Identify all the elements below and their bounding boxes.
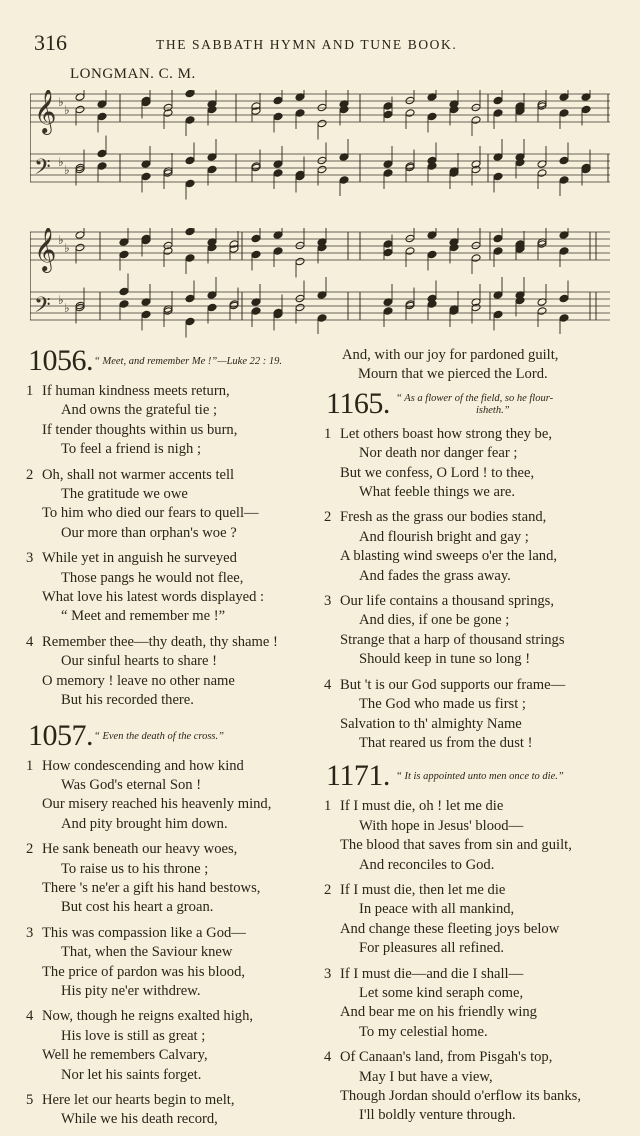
stanza [26, 757, 322, 835]
verse-text: If tender thoughts within us burn, [42, 421, 238, 438]
stanza-number: 4 [26, 1008, 34, 1025]
stanza [324, 592, 616, 670]
verse-line [26, 466, 322, 485]
svg-text:♭: ♭ [64, 301, 70, 315]
stanza [26, 466, 322, 544]
stanza [324, 425, 616, 503]
tune-title: LONGMAN. C. M. [70, 66, 196, 82]
verse-text: “ Meet and remember me !” [61, 608, 226, 625]
verse-text: And dies, if one be gone ; [359, 612, 510, 629]
verse-text: The gratitude we owe [61, 486, 188, 503]
verse-text: But cost his heart a groan. [61, 899, 214, 916]
verse-line [26, 549, 322, 568]
verse-text: Our sinful hearts to share ! [61, 653, 218, 670]
verse-text: Of Canaan's land, from Pisgah's top, [340, 1049, 553, 1066]
verse-text: With hope in Jesus' blood— [359, 817, 524, 834]
hymn-heading [324, 761, 616, 797]
verse-line [324, 817, 616, 836]
verse-text: But his recorded there. [61, 692, 194, 709]
verse-line [324, 592, 616, 611]
stanza-number: 2 [26, 841, 34, 858]
verse-line [324, 1048, 616, 1067]
verse-line: And, with our joy for pardoned guilt, [342, 347, 559, 363]
verse-text: In peace with all mankind, [359, 901, 515, 918]
verse-line [324, 1106, 616, 1125]
verse-line [324, 939, 616, 958]
svg-text:♭: ♭ [58, 155, 64, 169]
verse-line [324, 631, 616, 650]
verse-text: For pleasures all refined. [359, 940, 505, 957]
verse-line [26, 1110, 322, 1129]
verse-text: Remember thee—thy death, thy shame ! [42, 633, 278, 650]
verse-text: Oh, shall not warmer accents tell [42, 466, 235, 483]
verse-text: Nor death nor danger fear ; [359, 445, 518, 462]
verse-line [26, 652, 322, 671]
stanza-number: 3 [26, 550, 34, 567]
verse-line [324, 1068, 616, 1087]
hymn-epigraph: “ Even the death of the cross.” [94, 730, 224, 742]
verse-text: His pity ne'er withdrew. [61, 982, 201, 999]
verse-line [324, 508, 616, 527]
svg-text:𝄞: 𝄞 [34, 90, 57, 133]
verse-text: I'll boldly venture through. [359, 1107, 516, 1124]
stanza [26, 924, 322, 1002]
verse-line [26, 504, 322, 523]
verse-line [26, 524, 322, 543]
verse-line [26, 943, 322, 962]
hymn-columns [26, 344, 616, 1128]
stanza-number: 1 [26, 383, 34, 399]
page-header [34, 30, 614, 60]
verse-line [26, 963, 322, 982]
verse-line [324, 444, 616, 463]
verse-text: If I must die—and die I shall— [340, 965, 524, 982]
verse-line [324, 547, 616, 566]
verse-line [324, 965, 616, 984]
stanza [26, 382, 322, 460]
verse-text: And bear me on his friendly wing [340, 1004, 537, 1021]
verse-text: While we his death record, [61, 1111, 218, 1128]
verse-line [26, 569, 322, 588]
verse-text: Our misery reached his heavenly mind, [42, 796, 272, 813]
verse-line [26, 588, 322, 607]
verse-text: He sank beneath our heavy woes, [42, 841, 238, 858]
verse-text: Here let our hearts begin to melt, [42, 1092, 235, 1108]
verse-line [26, 1027, 322, 1046]
verse-text: Though Jordan should o'erflow its banks, [340, 1088, 581, 1104]
verse-line [324, 984, 616, 1003]
verse-line [26, 898, 322, 917]
verse-text: Was God's eternal Son ! [61, 776, 202, 793]
verse-line [324, 483, 616, 502]
verse-line [26, 440, 322, 459]
verse-line [26, 840, 322, 859]
verse-text: Strange that a harp of thousand strings [340, 631, 565, 648]
hymn-heading [324, 386, 616, 425]
stanza-number: 4 [324, 676, 332, 693]
svg-text:𝄢: 𝄢 [34, 293, 51, 323]
hymn-epigraph [396, 393, 553, 417]
verse-text: A blasting wind sweeps o'er the land, [340, 548, 558, 565]
stanza-number: 4 [26, 633, 34, 650]
svg-text:♭: ♭ [58, 95, 64, 109]
verse-text: If I must die, oh ! let me die [340, 798, 504, 815]
verse-text: And reconciles to God. [359, 856, 495, 873]
verse-text: This was compassion like a God— [42, 924, 246, 941]
verse-line [324, 1087, 616, 1106]
verse-text: Our life contains a thousand springs, [340, 593, 555, 610]
verse-line [324, 676, 616, 695]
verse-line [26, 1066, 322, 1085]
verse-line [26, 860, 322, 879]
verse-text: Fresh as the grass our bodies stand, [340, 509, 547, 526]
hymn-heading [26, 718, 322, 757]
hymn-number: 1057. [28, 718, 93, 752]
stanza-number: 3 [324, 965, 332, 982]
verse-line [26, 607, 322, 626]
verse-line [26, 757, 322, 776]
verse-line [324, 567, 616, 586]
stanza-number: 3 [324, 593, 332, 610]
verse-text: To him who died our fears to quell— [42, 505, 259, 522]
verse-text: And change these fleeting joys below [340, 920, 560, 937]
stanza-number: 5 [26, 1092, 34, 1108]
verse-line [26, 795, 322, 814]
verse-text: There 's ne'er a gift his hand bestows, [42, 879, 261, 896]
svg-text:♭: ♭ [64, 241, 70, 255]
verse-text: If I must die, then let me die [340, 881, 506, 898]
verse-line [26, 421, 322, 440]
verse-line [26, 672, 322, 691]
verse-text: But 't is our God supports our frame— [340, 676, 566, 693]
verse-line [324, 734, 616, 753]
verse-text: And flourish bright and gay ; [359, 528, 529, 545]
stanza-number: 2 [324, 881, 332, 898]
verse-text: And owns the grateful tie ; [61, 402, 218, 419]
svg-text:♭: ♭ [58, 233, 64, 247]
verse-text: What feeble things we are. [359, 484, 515, 501]
hymn-epigraph-line: “ As a flower of the field, so he flour- [396, 392, 554, 404]
verse-text: And pity brought him down. [61, 815, 228, 832]
stanza-number: 2 [26, 466, 34, 483]
svg-text:♭: ♭ [64, 163, 70, 177]
left-column [26, 346, 322, 1136]
verse-text: The blood that saves from sin and guilt, [340, 837, 572, 854]
svg-text:𝄢: 𝄢 [34, 155, 51, 185]
verse-text: Nor let his saints forget. [61, 1066, 202, 1083]
right-column [324, 346, 616, 1132]
verse-line [324, 881, 616, 900]
hymn-heading [26, 346, 322, 382]
hymn-epigraph: “ It is appointed unto men once to die.” [396, 771, 564, 783]
verse-text: While yet in anguish he surveyed [42, 550, 237, 567]
verse-text: But we confess, O Lord ! to thee, [340, 464, 535, 481]
stanza [26, 633, 322, 711]
page-number: 316 [34, 30, 67, 55]
verse-line: Mourn that we pierced the Lord. [358, 366, 548, 383]
verse-text: To feel a friend is nigh ; [61, 441, 202, 458]
verse-text: Well he remembers Calvary, [42, 1047, 208, 1064]
verse-line [26, 382, 322, 401]
verse-line [26, 1007, 322, 1026]
hymn-number: 1165. [326, 386, 390, 420]
stanza-number: 1 [26, 757, 34, 774]
stanza [324, 1048, 616, 1126]
verse-line [324, 856, 616, 875]
hymn-epigraph: “ Meet, and remember Me !”—Luke 22 : 19. [94, 356, 282, 367]
verse-line [324, 920, 616, 939]
verse-text: Our more than orphan's woe ? [61, 524, 237, 541]
verse-text: Now, though he reigns exalted high, [42, 1008, 254, 1025]
verse-text: If human kindness meets return, [42, 383, 230, 399]
hymn-number: 1056. [28, 344, 93, 377]
stanza [26, 1091, 322, 1130]
verse-line [26, 1046, 322, 1065]
verse-line [26, 924, 322, 943]
stanza [26, 549, 322, 627]
hymn-number: 1171. [326, 759, 390, 793]
verse-line [324, 464, 616, 483]
verse-text: Should keep in tune so long ! [359, 651, 531, 668]
music-score-system-2 [30, 228, 612, 338]
verse-text: The price of pardon was his blood, [42, 963, 246, 980]
svg-text:♭: ♭ [64, 103, 70, 117]
verse-line [26, 982, 322, 1001]
stanza-number: 3 [26, 924, 34, 941]
verse-line [26, 401, 322, 420]
verse-line [324, 611, 616, 630]
music-score-system-1 [30, 90, 612, 200]
verse-line [26, 485, 322, 504]
verse-line [324, 1003, 616, 1022]
verse-text: That, when the Saviour knew [61, 944, 233, 961]
stanza [26, 840, 322, 918]
verse-line [324, 425, 616, 444]
verse-line [26, 776, 322, 795]
verse-text: Let some kind seraph come, [359, 984, 524, 1001]
music-staff-image [30, 228, 612, 338]
svg-text:𝄞: 𝄞 [34, 228, 57, 271]
music-staff-image [30, 90, 612, 200]
verse-text: How condescending and how kind [42, 757, 244, 774]
verse-text: Salvation to th' almighty Name [340, 715, 522, 732]
verse-line [324, 528, 616, 547]
stanza-number: 4 [324, 1049, 332, 1066]
verse-text: To raise us to his throne ; [61, 860, 209, 877]
stanza [324, 508, 616, 586]
stanza [26, 1007, 322, 1085]
verse-line [26, 691, 322, 710]
stanza-number: 2 [324, 509, 332, 526]
verse-line [324, 836, 616, 855]
stanza [324, 881, 616, 959]
verse-line [324, 900, 616, 919]
verse-line [26, 879, 322, 898]
verse-text: That reared us from the dust ! [359, 734, 533, 751]
stanza [324, 676, 616, 754]
stanza [324, 797, 616, 875]
stanza [324, 965, 616, 1043]
verse-line [324, 797, 616, 816]
verse-text: His love is still as great ; [61, 1027, 206, 1044]
verse-text: May I but have a view, [359, 1068, 493, 1085]
verse-text: Those pangs he would not flee, [61, 569, 244, 586]
running-title: THE SABBATH HYMN AND TUNE BOOK. [156, 37, 458, 52]
hymn-epigraph-line: isheth.” [476, 404, 510, 416]
verse-text: To my celestial home. [359, 1023, 488, 1040]
verse-line [324, 695, 616, 714]
svg-text:♭: ♭ [58, 293, 64, 307]
stanza-number: 1 [324, 798, 332, 815]
verse-text: Let others boast how strong they be, [340, 425, 552, 442]
verse-line [26, 1091, 322, 1110]
verse-line [324, 1023, 616, 1042]
verse-line [324, 715, 616, 734]
verse-line [26, 633, 322, 652]
verse-line [26, 815, 322, 834]
verse-text: O memory ! leave no other name [42, 672, 235, 689]
verse-line [324, 650, 616, 669]
verse-text: What love his latest words displayed : [42, 589, 265, 606]
verse-text: The God who made us first ; [359, 696, 526, 713]
stanza-number: 1 [324, 425, 332, 442]
verse-text: And fades the grass away. [359, 567, 511, 584]
